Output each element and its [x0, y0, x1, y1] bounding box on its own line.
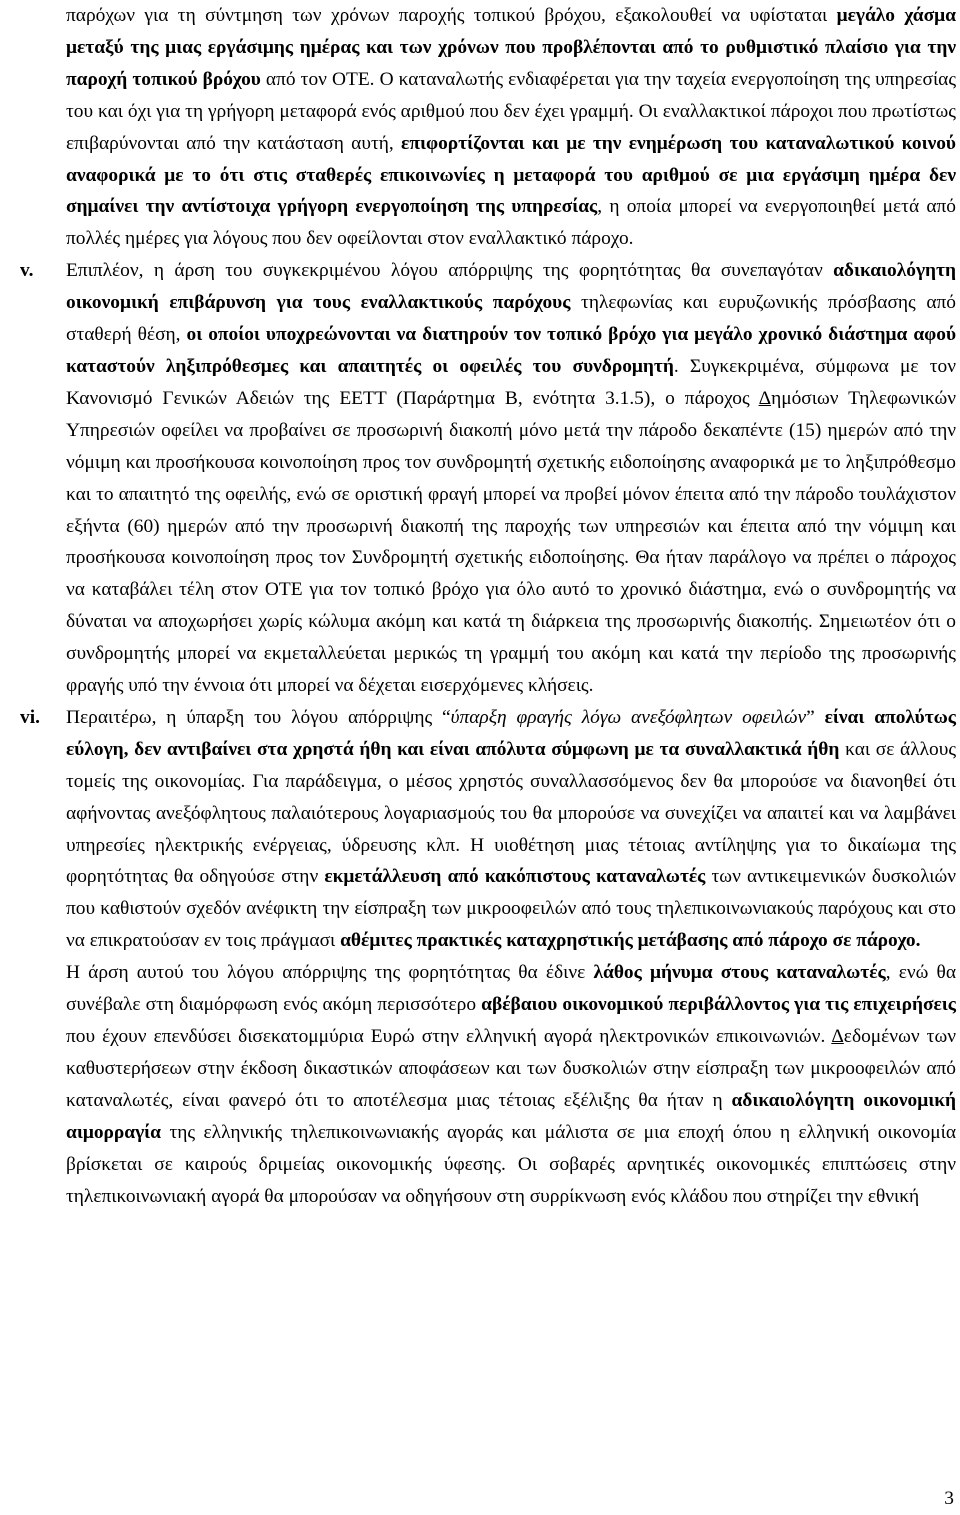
- text-run: Επιπλέον, η άρση του συγκεκριμένου λόγου απόρριψης της φορητότητας θα συνεπαγόταν: [66, 260, 834, 282]
- text-run: των αντικειμενικών δυσκολιών που καθιστούν σχεδόν ανέφικτη την είσπραξη των μικροοφειλών από τους τηλεπικοινωνιακούς παρόχους και στο να επικρατούσαν εν τοις πράγμασι: [66, 866, 956, 952]
- paragraph-item-vi: [66, 702, 956, 957]
- paragraph-intro: [66, 0, 956, 255]
- text-run: , η οποία μπορεί να ενεργοποιηθεί μετά από πολλές ημέρες για λόγους που δεν οφείλονται στον εναλλακτικό πάροχο.: [66, 196, 956, 250]
- text-run: παρόχων για τη σύντμηση των χρόνων παροχής τοπικού βρόχου, εξακολουθεί να υφίσταται: [66, 5, 837, 26]
- list-marker-v: v.: [20, 260, 34, 282]
- text-run: ημόσιων Τηλεφωνικών Υπηρεσιών οφείλει να προβαίνει σε προσωρινή διακοπή μόνο μετά την πάροδο δεκαπέντε (15) ημερών από την νόμιμη και προσήκουσα κοινοποίηση προς τον συνδρομητή σχετικής ειδοποίησης αναφορικά με το ληξιπρόθεσμο και το απαιτητό της οφειλής, ενώ σε οριστική φραγή μπορεί να προβεί μόνον έπειτα από την πάροδο τουλάχιστον εξήντα (60) ημερών από την προσωρινή διακοπή της παροχής των υπηρεσιών και έπειτα από την νόμιμη και προσήκουσα κοινοποίηση προς τον Συνδρομητή σχετικής ειδοποίησης. Θα ήταν παράλογο να πρέπει ο πάροχος να καταβάλει τέλη στον ΟΤΕ για τον τοπικό βρόχο για όλο αυτό το χρονικό διάστημα, ενώ ο συνδρομητής να δύναται να αποχωρήσει χωρίς κώλυμα ακόμη και κατά τη διάρκεια της προσωρινής διακοπής. Σημειωτέον ότι ο συνδρομητής μπορεί να εκμεταλλεύεται μερικώς τη γραμμή του ακόμη και κατά την περίοδο της προσωρινής φραγής υπό την έννοια ότι μπορεί να δέχεται εισερχόμενες κλήσεις.: [66, 387, 956, 697]
- text-run: ύπαρξη φραγής λόγω ανεξόφλητων οφειλών: [450, 706, 807, 728]
- text-run: ”: [806, 706, 825, 728]
- paragraph-continuation: [66, 957, 956, 1212]
- page-number: 3: [944, 1488, 954, 1509]
- text-run: Η άρση αυτού του λόγου απόρριψης της φορητότητας θα έδινε: [66, 962, 594, 984]
- paragraph-item-v: [66, 255, 956, 702]
- text-run: από τον ΟΤΕ. Ο καταναλωτής ενδιαφέρεται για την ταχεία ενεργοποίηση της υπηρεσίας του και όχι για τη γρήγορη μεταφορά ενός αριθμού που δεν έχει γραμμή. Οι εναλλακτικοί πάροχοι που πρωτίστως επιβαρύνονται από την κατάσταση αυτή,: [66, 68, 956, 154]
- text-run: Δ: [758, 387, 772, 409]
- text-run: επιφορτίζονται και με την ενημέρωση του καταναλωτικού κοινού αναφορικά με το ότι στις σταθερές επικοινωνίες η μεταφορά του αριθμού σε μια εργάσιμη ημέρα δεν σημαίνει την αντίστοιχα γρήγορη ενεργοποίηση της υπηρεσίας: [66, 132, 956, 218]
- text-run: Δ: [831, 1026, 844, 1047]
- text-run: εδομένων των καθυστερήσεων στην έκδοση δικαστικών αποφάσεων και των δυσκολιών στην είσπραξη των μικροοφειλών από καταναλωτές, είναι φανερό ότι το αποτέλεσμα μιας τέτοιας εξέλιξης θα ήταν η: [66, 1026, 957, 1111]
- text-run: είναι απολύτως εύλογη, δεν αντιβαίνει στα χρηστά ήθη και είναι απόλυτα σύμφωνη με τα συναλλακτικά ήθη: [66, 706, 956, 760]
- text-run: αθέμιτες πρακτικές καταχρηστικής μετάβασης από πάροχο σε πάροχο: [340, 930, 916, 952]
- text-run: .: [915, 930, 921, 952]
- text-run: εκμετάλλευση από κακόπιστους καταναλωτές: [324, 866, 706, 888]
- text-run: μεγάλο χάσμα μεταξύ της μιας εργάσιμης ημέρας και των χρόνων που προβλέπονται από το ρυθμιστικό πλαίσιο για την παροχή τοπικού βρόχου: [66, 5, 956, 90]
- text-run: που έχουν επενδύσει δισεκατομμύρια Ευρώ στην ελληνική αγορά ηλεκτρονικών επικοινωνιών.: [66, 1026, 832, 1047]
- text-run: αβέβαιου οικονομικού περιβάλλοντος για τις επιχειρήσεις: [481, 994, 956, 1016]
- text-run: της ελληνικής τηλεπικοινωνιακής αγοράς και μάλιστα σε μια εποχή όπου η ελληνική οικονομία βρίσκεται σε καιρούς δριμείας οικονομικής ύφεσης. Οι σοβαρές αρνητικές οικονομικές επιπτώσεις στην τηλεπικοινωνιακή αγορά θα μπορούσαν να οδηγήσουν στη συρρίκνωση ενός κλάδου που στηρίζει την εθνική: [66, 1121, 956, 1207]
- text-run: , ενώ θα συνέβαλε στη διαμόρφωση ενός ακόμη περισσότερο: [66, 962, 957, 1016]
- document-body: [20, 0, 956, 1212]
- text-run: αδικαιολόγητη οικονομική επιβάρυνση για τους εναλλακτικούς παρόχους: [66, 260, 956, 314]
- list-item-v: [20, 255, 956, 702]
- text-run: οι οποίοι υποχρεώνονται να διατηρούν τον τοπικό βρόχο για μεγάλο χρονικό διάστημα αφού καταστούν ληξιπρόθεσμες και απαιτητές οι οφειλές του συνδρομητή: [66, 324, 957, 377]
- text-run: λάθος μήνυμα στους καταναλωτές: [593, 962, 886, 984]
- text-run: Περαιτέρω, η ύπαρξη του λόγου απόρριψης “: [66, 706, 451, 728]
- list-item-vi: [20, 702, 956, 1213]
- text-run: . Συγκεκριμένα, σύμφωνα με τον Κανονισμό Γενικών Αδειών της ΕΕΤΤ (Παράρτημα Β, ενότητα 3.1.5), ο πάροχος: [66, 355, 956, 409]
- list-marker-vi: vi.: [20, 706, 40, 728]
- text-run: αδικαιολόγητη οικονομική αιμορραγία: [66, 1089, 957, 1143]
- text-run: τηλεφωνίας και ευρυζωνικής πρόσβασης από σταθερή θέση,: [66, 292, 956, 346]
- text-run: και σε άλλους τομείς της οικονομίας. Για παράδειγμα, ο μέσος χρηστός συναλλασσόμενος δεν θα μπορούσε να διανοηθεί ότι αφήνοντας ανεξόφλητους παλαιότερους λογαριασμούς του θα μπορούσε να συνεχίζει να απαιτεί και να λαμβάνει υπηρεσίες ηλεκτρικής ενέργειας, ύδρευσης κλπ. Η υιοθέτηση μιας τέτοιας αντίληψης για το δικαίωμα της φορητότητας θα οδηγούσε στην: [66, 738, 956, 888]
